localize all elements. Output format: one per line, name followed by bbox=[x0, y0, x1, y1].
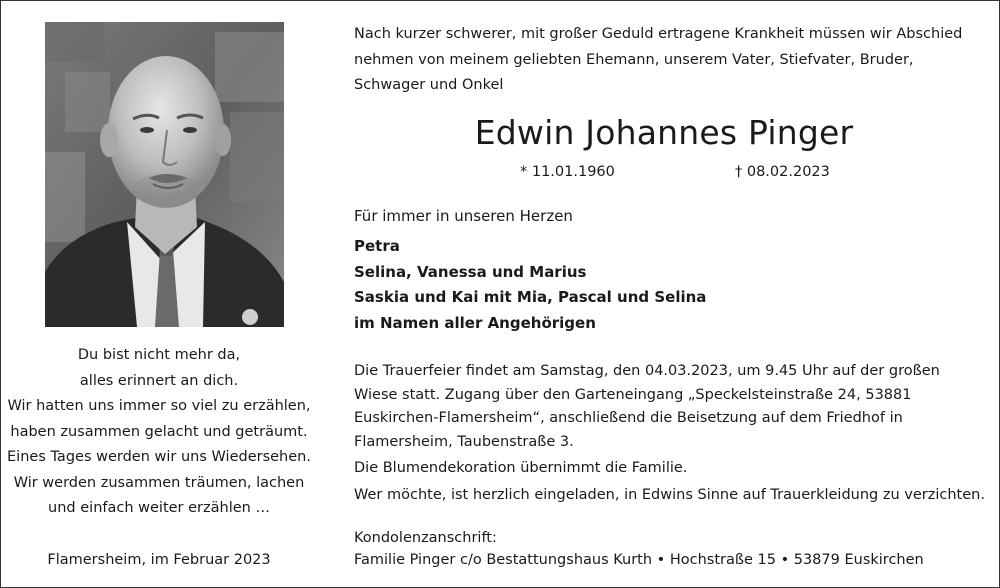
service-line: Die Trauerfeier findet am Samstag, den 04.03.2023, um 9.45 Uhr auf der großen bbox=[354, 363, 940, 379]
poem-line: und einfach weiter erzählen … bbox=[48, 500, 270, 516]
poem-line: Du bist nicht mehr da, bbox=[77, 347, 241, 363]
portrait-photo bbox=[45, 22, 284, 327]
family-line: Saskia und Kai mit Mia, Pascal und Selina bbox=[354, 288, 707, 306]
birth-date: * 11.01.1960 bbox=[520, 164, 615, 180]
intro-line: nehmen von meinem geliebten Ehemann, unserem Vater, Stiefvater, Bruder, bbox=[354, 51, 914, 68]
family-list bbox=[354, 234, 984, 336]
poem-line: alles erinnert an dich. bbox=[79, 372, 239, 389]
mourning-note: Wer möchte, ist herzlich eingeladen, in Edwins Sinne auf Trauerkleidung zu verzichten. bbox=[354, 487, 985, 503]
family-line: Petra bbox=[354, 237, 400, 255]
forever-line: Für immer in unseren Herzen bbox=[354, 207, 573, 225]
service-line: Wiese statt. Zugang über den Garteneingang „Speckelsteinstraße 24, 53881 bbox=[354, 386, 912, 403]
intro-line: Nach kurzer schwerer, mit großer Geduld ertragene Krankheit müssen wir Abschied bbox=[354, 26, 963, 42]
portrait-photo-icon bbox=[45, 22, 284, 327]
poem-line: Wir werden zusammen träumen, lachen bbox=[13, 474, 305, 491]
service-line: Euskirchen-Flamersheim“, anschließend die Beisetzung auf dem Friedhof in bbox=[354, 410, 903, 426]
death-date: † 08.02.2023 bbox=[735, 164, 830, 180]
memorial-poem bbox=[0, 343, 318, 522]
poem-line: Wir hatten uns immer so viel zu erzählen, bbox=[7, 398, 311, 414]
poem-line: haben zusammen gelacht und geträumt. bbox=[10, 423, 308, 440]
condolence-label: Kondolenzanschrift: bbox=[354, 530, 497, 546]
intro-line: Schwager und Onkel bbox=[354, 77, 504, 93]
place-and-date: Flamersheim, im Februar 2023 bbox=[47, 552, 271, 568]
poem-line: Eines Tages werden wir uns Wiedersehen. bbox=[7, 449, 311, 465]
service-line: Flamersheim, Taubenstraße 3. bbox=[354, 433, 574, 450]
condolence-address: Familie Pinger c/o Bestattungshaus Kurth • Hochstraße 15 • 53879 Euskirchen bbox=[354, 552, 924, 568]
flowers-note: Die Blumendekoration übernimmt die Familie. bbox=[354, 460, 688, 476]
family-line: Selina, Vanessa und Marius bbox=[354, 262, 587, 281]
family-line: im Namen aller Angehörigen bbox=[354, 313, 596, 332]
service-details bbox=[354, 360, 984, 454]
intro-text bbox=[354, 22, 984, 99]
deceased-name: Edwin Johannes Pinger bbox=[474, 113, 854, 152]
